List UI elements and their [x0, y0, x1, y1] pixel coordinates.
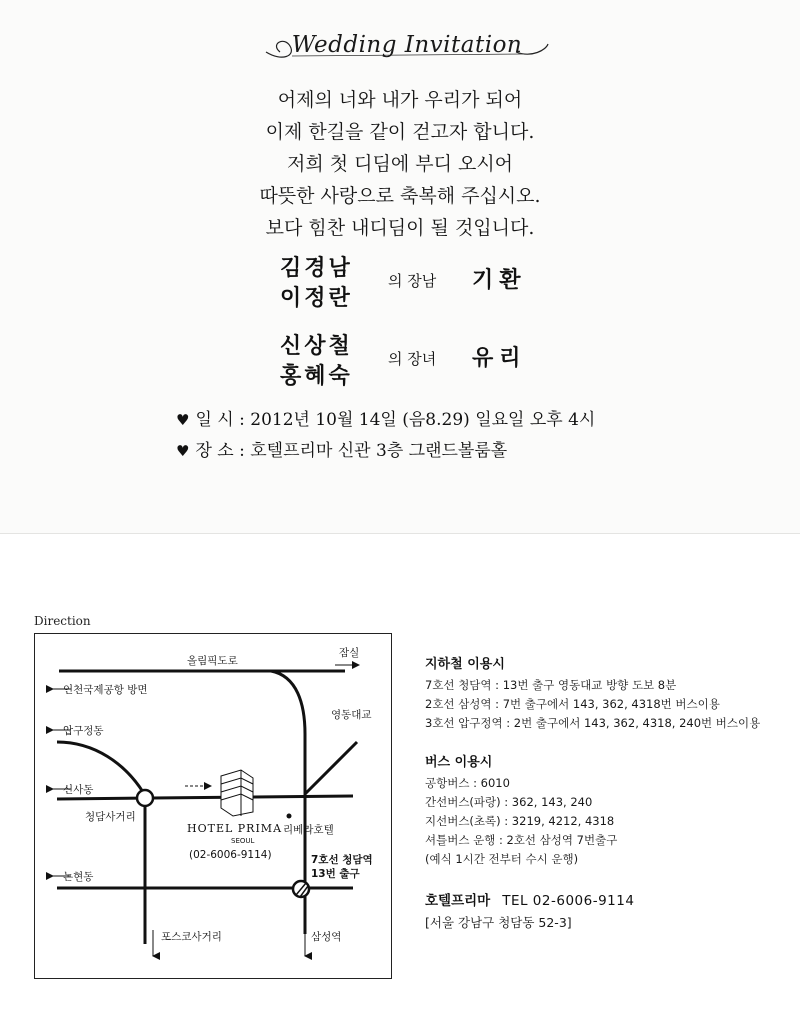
event-date	[176, 406, 736, 434]
map-drawing	[35, 634, 391, 978]
bus-line: 지선버스(초록) : 3219, 4212, 4318	[425, 814, 615, 828]
subway-info	[425, 654, 795, 733]
subway-heading: 지하철 이용시	[425, 657, 505, 672]
invitation-title	[262, 22, 552, 68]
riviera-hotel-marker-icon	[287, 814, 292, 819]
map-label-samseong-station: 삼성역	[311, 931, 342, 943]
direction-map	[34, 633, 392, 979]
bus-line: 셔틀버스 운행 : 2호선 삼성역 7번출구	[425, 833, 618, 847]
direction-label: Direction	[34, 614, 91, 628]
hotel-name: 호텔프리마	[425, 893, 491, 909]
subway-line: 2호선 삼성역 : 7번 출구에서 143, 362, 4318번 버스이용	[425, 697, 720, 711]
map-label-yeongdong-bridge: 영동대교	[331, 709, 372, 721]
map-label-olympic-road: 올림픽도로	[187, 655, 238, 667]
event-venue	[176, 437, 736, 465]
map-label-cheongdam-junction: 청담사거리	[85, 811, 136, 823]
invitation-poem	[100, 84, 700, 244]
poem-line: 저희 첫 디딤에 부디 오시어	[286, 153, 514, 175]
map-label-apgujeong: 압구정동	[63, 725, 104, 737]
heart-icon: ♥	[176, 442, 190, 460]
map-label-hotel-name: HOTEL PRIMA	[187, 822, 283, 835]
bus-line: 간선버스(파랑) : 362, 143, 240	[425, 795, 593, 809]
poem-line: 어제의 너와 내가 우리가 되어	[277, 89, 523, 111]
date-value: 2012년 10월 14일 (음8.29) 일요일 오후 4시	[250, 410, 596, 430]
title-text: Wedding Invitation	[291, 32, 523, 58]
venue-label: 장 소 :	[195, 441, 245, 461]
groom-family	[270, 254, 570, 314]
bride-mother-name: 홍혜숙	[280, 364, 353, 389]
subway-station-icon	[293, 881, 309, 897]
hotel-building-icon	[221, 770, 253, 816]
map-label-jamsil: 잠실	[339, 647, 360, 659]
map-label-sinsa: 신사동	[63, 784, 94, 796]
venue-value: 호텔프리마 신관 3층 그랜드볼룸홀	[250, 441, 508, 461]
hotel-contact	[425, 890, 795, 934]
bride-parents	[280, 332, 370, 392]
bride-relation: 의 장녀	[388, 350, 437, 368]
map-label-hotel-city: SEOUL	[231, 837, 255, 845]
map-label-station-line1: 7호선 청담역	[311, 854, 373, 866]
bus-info	[425, 752, 795, 869]
bride-family	[270, 332, 570, 392]
bride-name: 유리	[472, 346, 527, 371]
bus-line: 공항버스 : 6010	[425, 776, 510, 790]
heart-icon: ♥	[176, 411, 190, 429]
poem-line: 이제 한길을 같이 걷고자 합니다.	[265, 121, 535, 143]
hotel-name-line	[425, 890, 795, 912]
map-label-nonhyeon: 논현동	[63, 871, 94, 883]
card-fold-line	[0, 533, 800, 534]
map-label-posco-junction: 포스코사거리	[161, 931, 222, 943]
map-label-station-line2: 13번 출구	[311, 868, 360, 880]
groom-name: 기환	[472, 268, 527, 293]
map-label-hotel-phone: (02-6006-9114)	[189, 849, 272, 861]
bride-father-name: 신상철	[280, 334, 353, 359]
date-label: 일 시 :	[195, 410, 245, 430]
groom-relation: 의 장남	[388, 272, 437, 290]
hotel-address: [서울 강남구 청담동 52-3]	[425, 915, 572, 930]
yeongdong-bridge-road	[305, 742, 357, 794]
poem-line: 따뜻한 사랑으로 축복해 주십시오.	[259, 185, 541, 207]
groom-mother-name: 이정란	[280, 286, 353, 311]
map-label-incheon-airport: 인천국제공항 방면	[63, 684, 148, 696]
subway-line: 7호선 청담역 : 13번 출구 영동대교 방향 도보 8분	[425, 678, 677, 692]
bus-heading: 버스 이용시	[425, 755, 493, 770]
map-label-riviera-hotel: 리베라호텔	[283, 824, 334, 836]
subway-line: 3호선 압구정역 : 2번 출구에서 143, 362, 4318, 240번 버스이용	[425, 716, 761, 730]
cheongdam-junction-icon	[137, 790, 153, 806]
dosan-road	[57, 796, 353, 799]
groom-father-name: 김경남	[280, 256, 353, 281]
groom-parents	[280, 254, 370, 314]
hotel-tel: TEL 02-6006-9114	[502, 893, 635, 909]
bus-line: (예식 1시간 전부터 수시 운행)	[425, 852, 579, 866]
poem-line: 보다 힘찬 내디딤이 될 것입니다.	[265, 217, 535, 239]
